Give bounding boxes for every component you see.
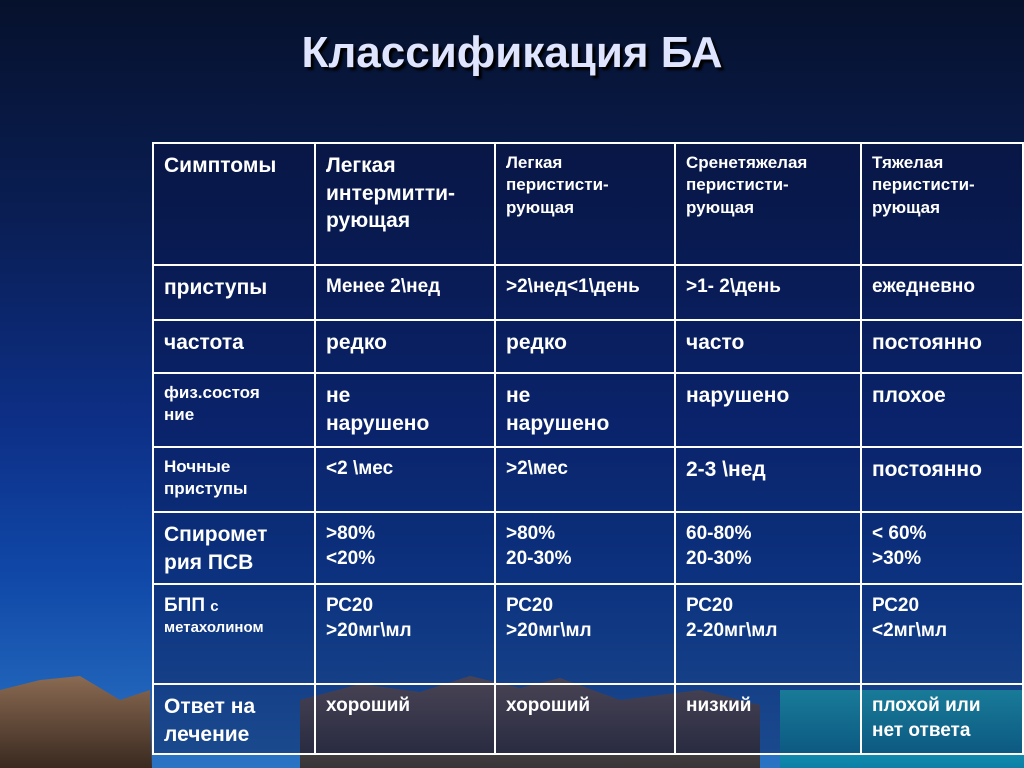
- row-label: Ночные приступы: [153, 447, 315, 512]
- table-cell: >80% <20%: [315, 512, 495, 584]
- table-row-spirometry: [153, 512, 1023, 584]
- table-cell: РС20 >20мг\мл: [315, 584, 495, 684]
- table-cell: не нарушено: [315, 373, 495, 447]
- row-label: физ.состоя ние: [153, 373, 315, 447]
- table-cell: >2\нед<1\день: [495, 265, 675, 320]
- header-mild-intermittent: Легкая интермитти- рующая: [315, 143, 495, 265]
- table-cell: >2\мес: [495, 447, 675, 512]
- table-header-row: [153, 143, 1023, 265]
- row-label: приступы: [153, 265, 315, 320]
- table-cell: ежедневно: [861, 265, 1023, 320]
- table-cell: Менее 2\нед: [315, 265, 495, 320]
- table-row-attacks: [153, 265, 1023, 320]
- table-cell: хороший: [495, 684, 675, 754]
- table-cell: 60-80% 20-30%: [675, 512, 861, 584]
- row-label: Спиромет рия ПСВ: [153, 512, 315, 584]
- table-cell: нарушено: [675, 373, 861, 447]
- table-cell: РС20 2-20мг\мл: [675, 584, 861, 684]
- table-cell: плохое: [861, 373, 1023, 447]
- table-cell: <2 \мес: [315, 447, 495, 512]
- table-cell: хороший: [315, 684, 495, 754]
- table-cell: РС20 <2мг\мл: [861, 584, 1023, 684]
- table-cell: плохой или нет ответа: [861, 684, 1023, 754]
- slide-title: Классификация БА: [301, 28, 723, 77]
- table-cell: низкий: [675, 684, 861, 754]
- header-moderate-persistent: Сренетяжелая перистисти- рующая: [675, 143, 861, 265]
- table-row-frequency: [153, 320, 1023, 373]
- table-cell: не нарушено: [495, 373, 675, 447]
- table-row-night-attacks: [153, 447, 1023, 512]
- table-cell: постоянно: [861, 447, 1023, 512]
- table-cell: 2-3 \нед: [675, 447, 861, 512]
- table-cell: >80% 20-30%: [495, 512, 675, 584]
- asthma-classification-table: [152, 142, 1024, 755]
- table-cell: редко: [315, 320, 495, 373]
- row-label: частота: [153, 320, 315, 373]
- header-severe-persistent: Тяжелая перистисти- рующая: [861, 143, 1023, 265]
- table-row-treatment-response: [153, 684, 1023, 754]
- table-cell: часто: [675, 320, 861, 373]
- table-row-physical-state: [153, 373, 1023, 447]
- header-symptoms: Симптомы: [153, 143, 315, 265]
- table-cell: РС20 >20мг\мл: [495, 584, 675, 684]
- table-cell: редко: [495, 320, 675, 373]
- row-label: Ответ на лечение: [153, 684, 315, 754]
- table-row-bronchial-provocation: [153, 584, 1023, 684]
- table-cell: < 60% >30%: [861, 512, 1023, 584]
- row-label: БПП с метахолином: [153, 584, 315, 684]
- table-cell: постоянно: [861, 320, 1023, 373]
- header-mild-persistent: Легкая перистисти- рующая: [495, 143, 675, 265]
- table-cell: >1- 2\день: [675, 265, 861, 320]
